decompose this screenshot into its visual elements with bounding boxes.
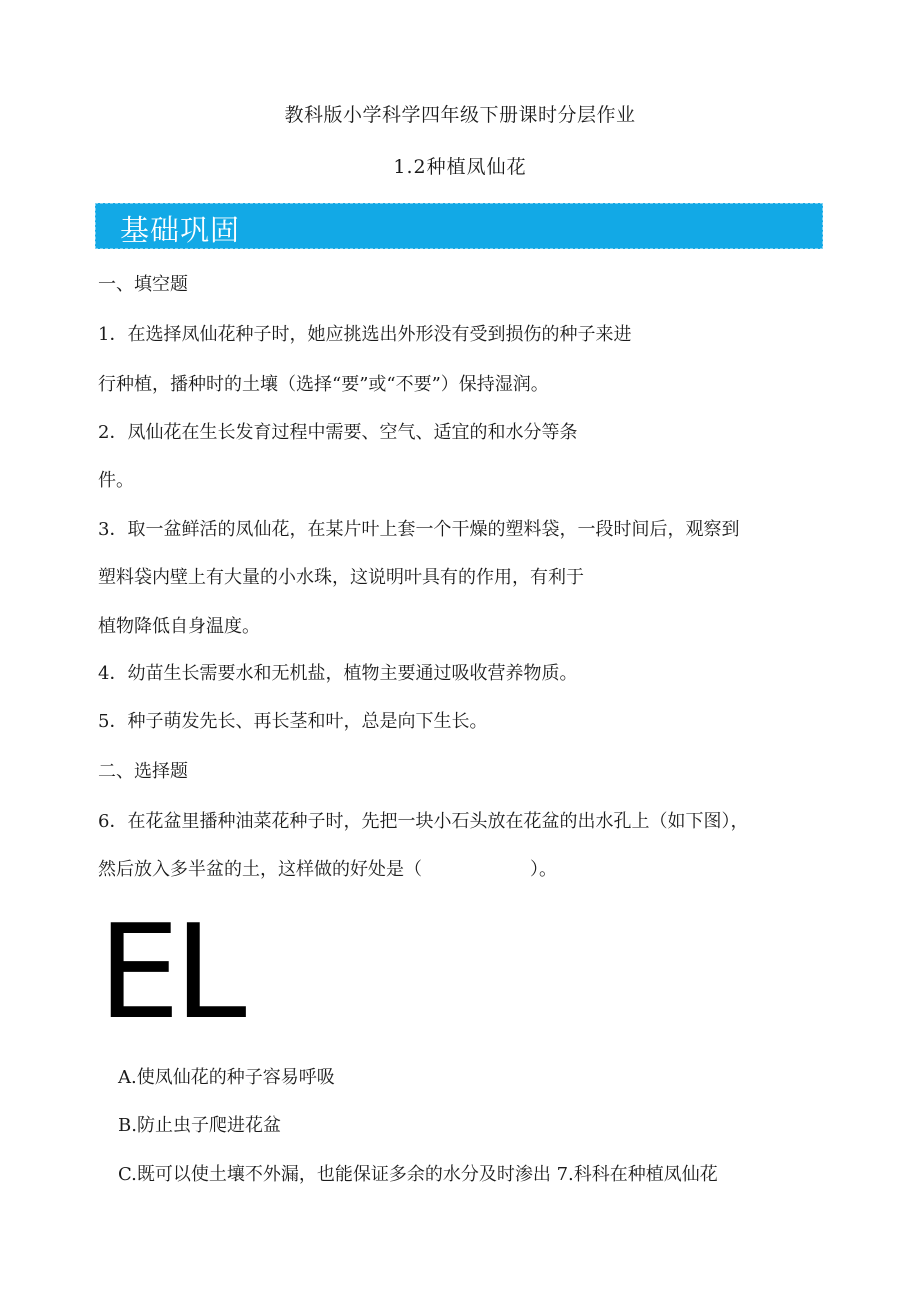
question-1-line-1: 1．在选择凤仙花种子时，她应挑选出外形没有受到损伤的种子来进 — [98, 324, 632, 345]
question-3-line-3: 植物降低自身温度。 — [98, 616, 260, 637]
question-6-line-1: 6．在花盆里播种油菜花种子时，先把一块小石头放在花盆的出水孔上（如下图）， — [98, 811, 749, 832]
option-a: A.使凤仙花的种子容易呼吸 — [118, 1067, 335, 1088]
question-5: 5．种子萌发先长、再长茎和叶，总是向下生长。 — [98, 711, 488, 732]
document-subtitle: 1.2种植凤仙花 — [393, 156, 527, 178]
section-banner-label: 基础巩固 — [120, 213, 241, 247]
section-banner — [95, 203, 823, 249]
option-b: B.防止虫子爬进花盆 — [118, 1115, 281, 1136]
option-c: C.既可以使土壤不外漏，也能保证多余的水分及时渗出 7.科科在种植凤仙花 — [118, 1164, 718, 1185]
part2-heading: 二、选择题 — [98, 761, 188, 782]
part1-heading: 一、填空题 — [98, 274, 188, 295]
question-2-line-2: 件。 — [98, 470, 134, 491]
document-title: 教科版小学科学四年级下册课时分层作业 — [284, 104, 636, 126]
question-2-line-1: 2．凤仙花在生长发育过程中需要、空气、适宜的和水分等条 — [98, 422, 578, 443]
question-4: 4．幼苗生长需要水和无机盐，植物主要通过吸收营养物质。 — [98, 663, 578, 684]
question-6-line-2: 然后放入多半盆的土，这样做的好处是（ ）。 — [98, 859, 557, 880]
question-3-line-1: 3．取一盆鲜活的凤仙花，在某片叶上套一个干燥的塑料袋，一段时间后，观察到 — [98, 519, 740, 540]
question-6-figure: EL — [98, 896, 241, 1048]
question-3-line-2: 塑料袋内壁上有大量的小水珠，这说明叶具有的作用，有利于 — [98, 567, 584, 588]
question-1-line-2: 行种植，播种时的土壤（选择“要”或“不要”）保持湿润。 — [98, 374, 549, 395]
